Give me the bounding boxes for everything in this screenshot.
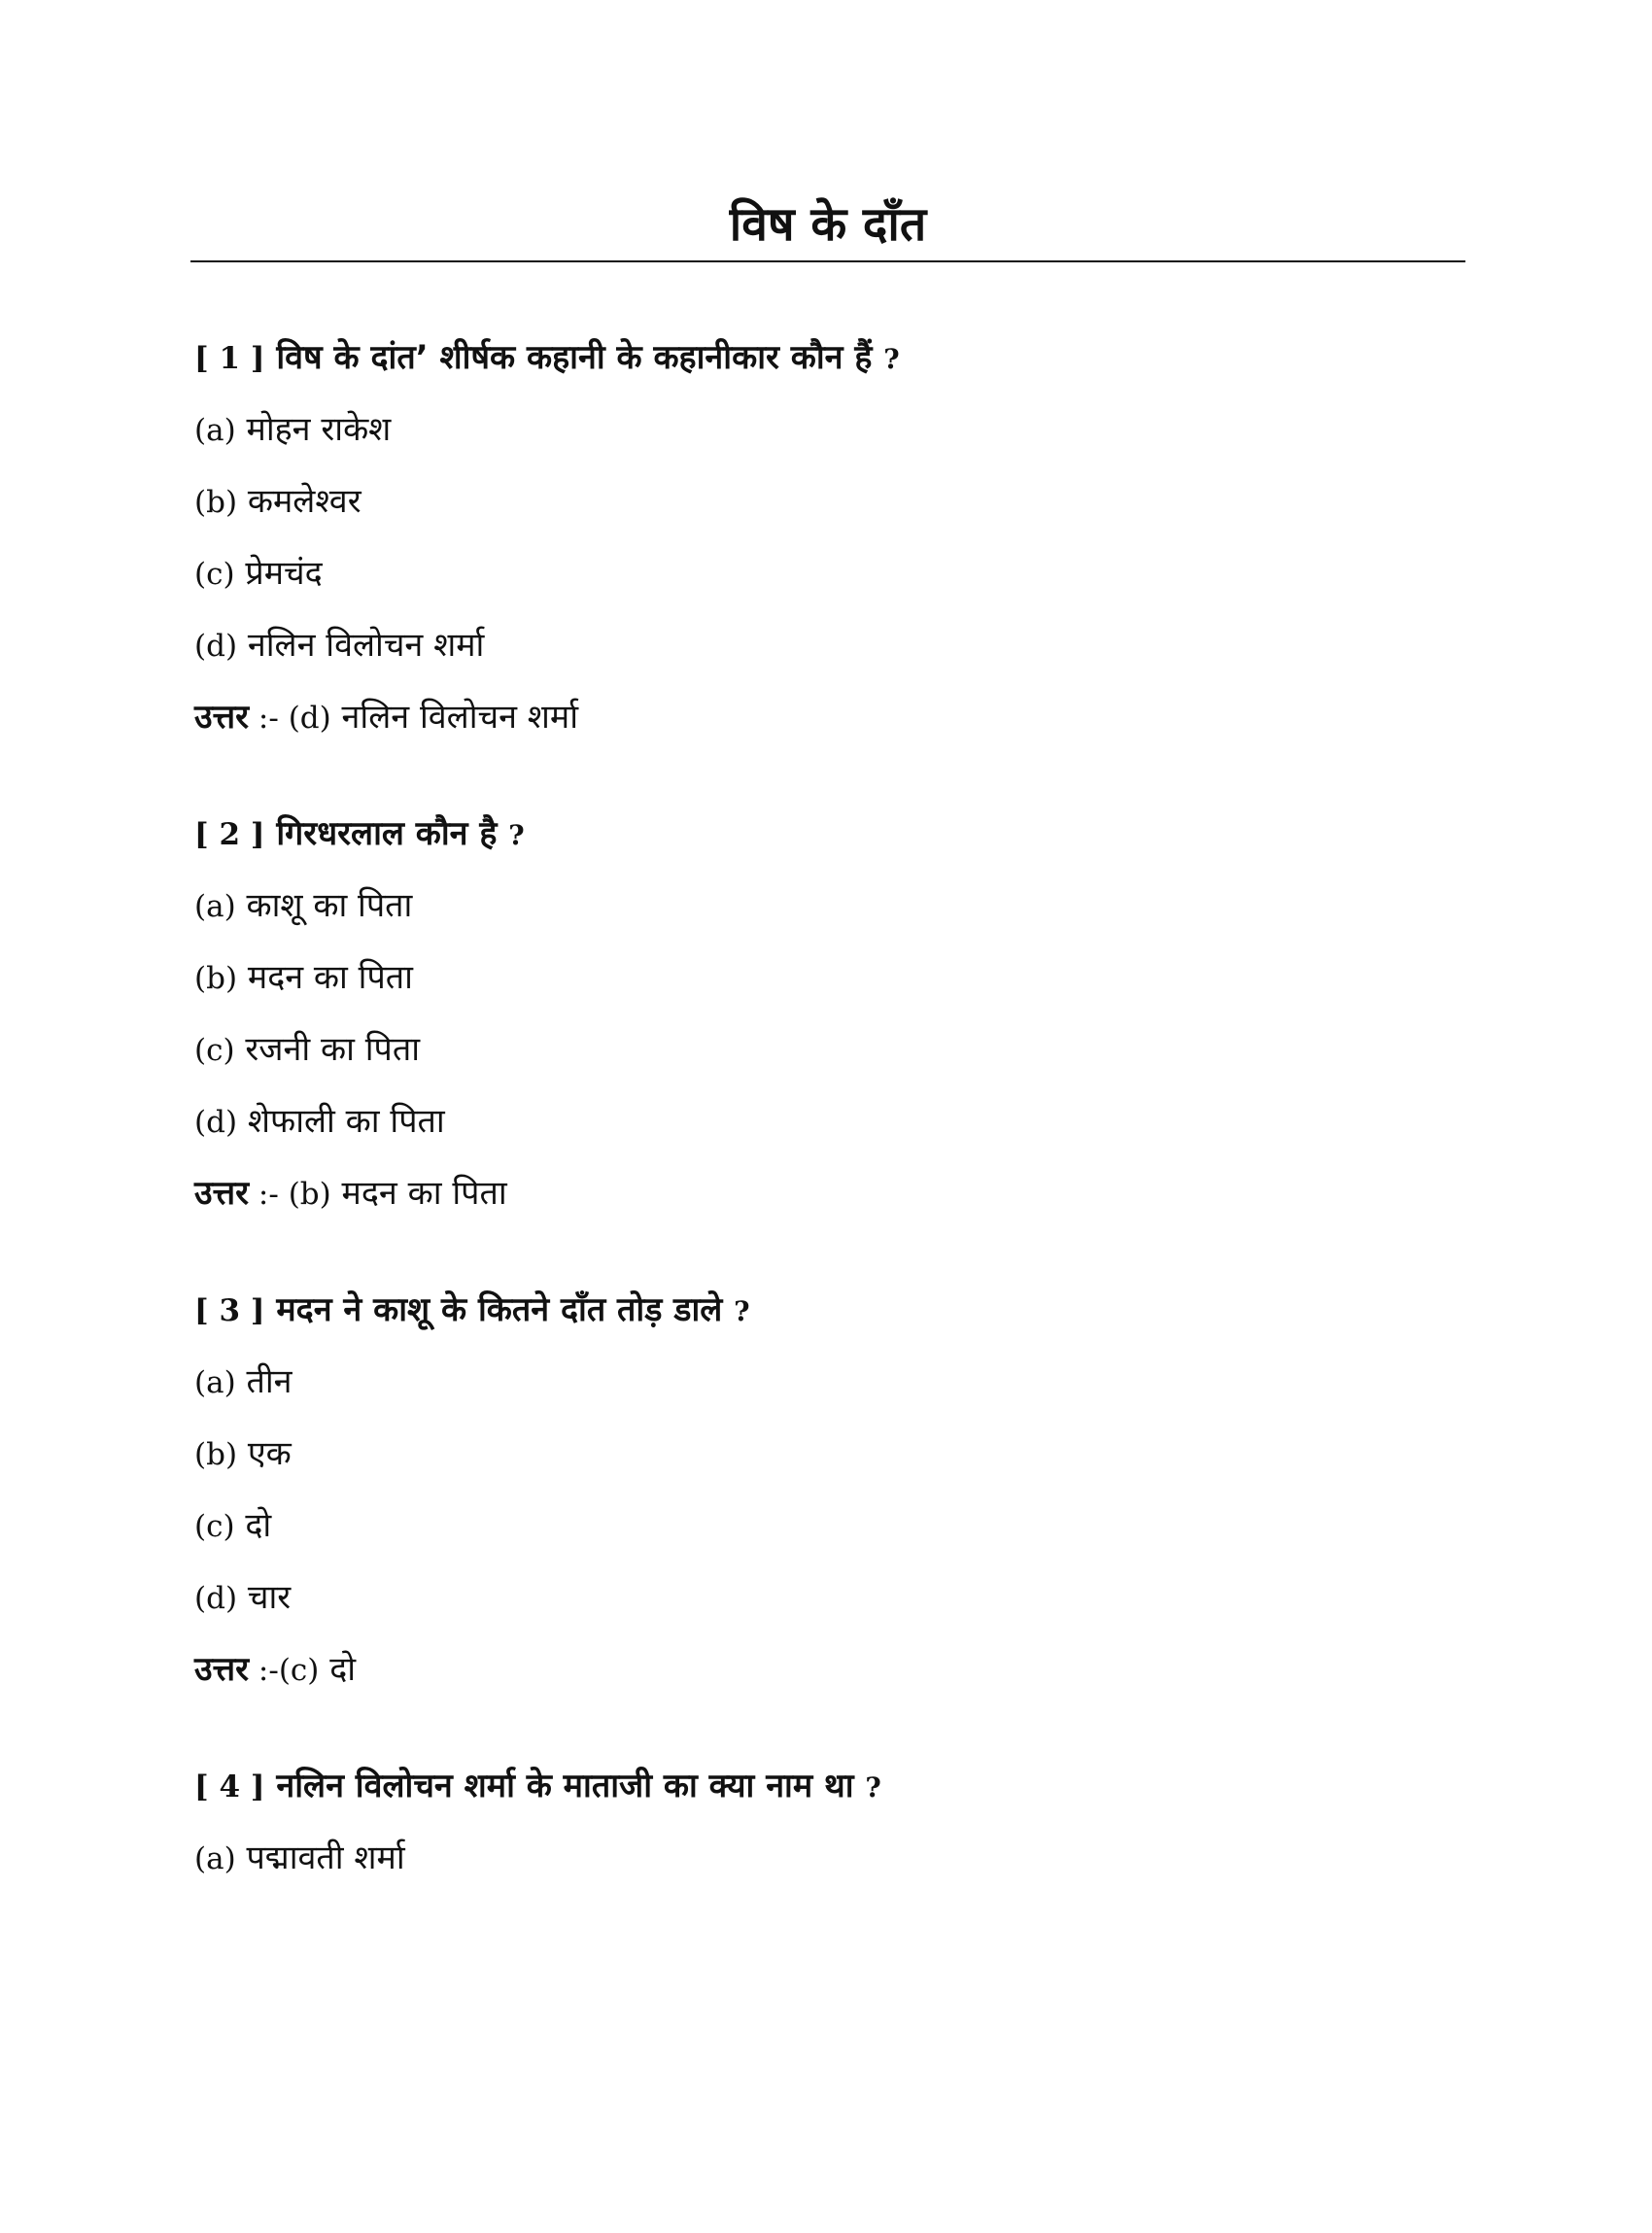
option-item: [194, 616, 1458, 688]
option-item: [194, 1020, 1458, 1092]
option-key: (a): [194, 413, 236, 448]
question-body: नलिन विलोचन शर्मा के माताजी का क्या नाम था: [276, 1767, 854, 1805]
question-mark: ?: [508, 819, 525, 851]
option-item: [194, 1496, 1458, 1568]
question-number: [ 4 ]: [194, 1769, 265, 1804]
question-mark: ?: [883, 343, 900, 375]
answer-label: उत्तर: [194, 1174, 250, 1213]
option-text: मदन का पिता: [247, 958, 413, 997]
option-key: (c): [194, 1509, 235, 1544]
answer-separator: :-: [249, 1653, 279, 1688]
option-item: [194, 1568, 1458, 1640]
answer-key: (b): [288, 1177, 331, 1212]
option-text: मोहन राकेश: [246, 410, 392, 449]
option-key: (d): [194, 1105, 238, 1140]
question-mark: ?: [865, 1771, 881, 1804]
option-text: दो: [245, 1506, 272, 1545]
page-title: विष के दाँत: [729, 197, 927, 252]
title-divider: [190, 260, 1465, 262]
option-key: (b): [194, 1437, 238, 1472]
question-text: [194, 1757, 1458, 1829]
answer-key: (d): [288, 701, 331, 736]
question-mark: ?: [734, 1295, 750, 1327]
option-item: [194, 1425, 1458, 1496]
option-item: [194, 948, 1458, 1020]
answer-separator: :-: [249, 1177, 289, 1212]
option-item: [194, 544, 1458, 616]
answer-line: [194, 1640, 1458, 1712]
option-item: [194, 876, 1458, 948]
question-block: [194, 1757, 1458, 2233]
question-block: [194, 1281, 1458, 1757]
question-text: [194, 328, 1458, 400]
answer-line: [194, 688, 1458, 760]
option-text: नलिन विलोचन शर्मा: [247, 626, 485, 665]
option-key: (d): [194, 629, 238, 664]
option-text: कमलेश्वर: [247, 482, 361, 521]
option-key: (c): [194, 557, 235, 592]
option-key: (a): [194, 1365, 236, 1400]
option-text: तीन: [246, 1362, 293, 1401]
answer-separator: :-: [249, 701, 289, 736]
question-list: [194, 328, 1458, 2233]
answer-text: नलिन विलोचन शर्मा: [341, 698, 579, 737]
option-text: चार: [247, 1578, 292, 1617]
option-key: (c): [194, 1033, 235, 1068]
question-body: मदन ने काशू के कितने दाँत तोड़ डाले: [276, 1290, 723, 1329]
answer-label: उत्तर: [194, 698, 250, 737]
question-text: [194, 805, 1458, 876]
answer-text: मदन का पिता: [341, 1174, 507, 1213]
answer-text: दो: [329, 1650, 357, 1689]
question-text: [194, 1281, 1458, 1353]
question-block: [194, 805, 1458, 1281]
option-item: [194, 472, 1458, 544]
question-body: विष के दांत’ शीर्षक कहानी के कहानीकार कौन हैं: [276, 338, 873, 377]
option-key: (a): [194, 889, 236, 924]
question-number: [ 2 ]: [194, 817, 265, 852]
option-key: (d): [194, 1581, 238, 1616]
option-text: पद्मावती शर्मा: [246, 1838, 405, 1877]
option-key: (b): [194, 961, 238, 996]
option-text: प्रेमचंद: [245, 554, 323, 593]
question-number: [ 3 ]: [194, 1293, 265, 1328]
option-item: [194, 1353, 1458, 1425]
option-text: रजनी का पिता: [245, 1030, 421, 1069]
option-text: काशू का पिता: [246, 886, 413, 925]
option-text: शेफाली का पिता: [247, 1102, 445, 1141]
option-key: (b): [194, 485, 238, 520]
answer-key: (c): [278, 1653, 320, 1688]
option-item: [194, 1092, 1458, 1164]
question-body: गिरधरलाल कौन है: [276, 814, 498, 853]
option-item: [194, 400, 1458, 472]
question-number: [ 1 ]: [194, 341, 265, 376]
answer-label: उत्तर: [194, 1650, 250, 1689]
option-key: (a): [194, 1841, 236, 1876]
answer-line: [194, 1164, 1458, 1236]
document-page: [190, 0, 1465, 2138]
option-text: एक: [247, 1434, 292, 1473]
question-block: [194, 328, 1458, 805]
option-item: [194, 1829, 1458, 1901]
